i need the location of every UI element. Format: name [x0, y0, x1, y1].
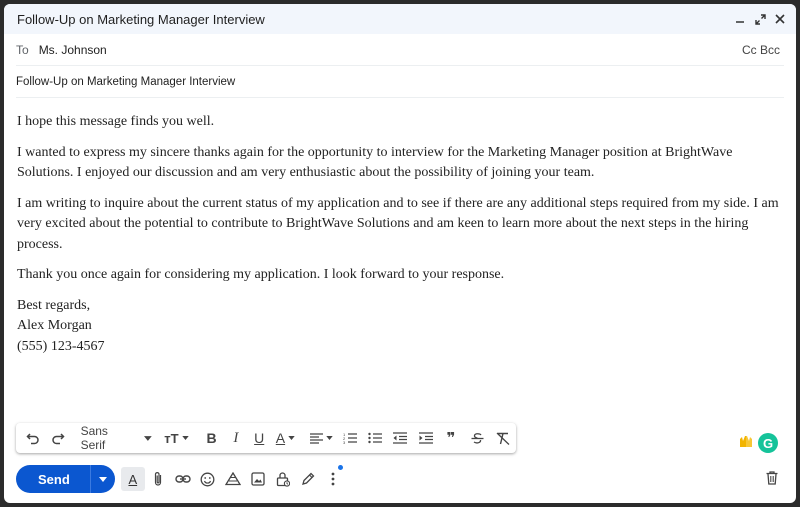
svg-text:1: 1 [342, 432, 345, 437]
to-row[interactable] [16, 34, 784, 66]
bulleted-list-icon[interactable] [362, 423, 387, 453]
subject-field[interactable] [16, 66, 784, 98]
emoji-icon[interactable] [196, 465, 220, 493]
chevron-down-icon [144, 436, 152, 441]
svg-text:3: 3 [342, 440, 345, 444]
signature-pen-icon[interactable] [296, 465, 320, 493]
text-color-icon: A [275, 430, 286, 446]
formatting-options-button[interactable] [121, 467, 145, 491]
schedule-send-dropdown[interactable] [91, 465, 115, 493]
google-drive-icon[interactable] [221, 465, 245, 493]
hands-icon[interactable] [738, 433, 754, 454]
compose-title: Follow-Up on Marketing Manager Interview [17, 11, 265, 27]
undo-icon[interactable] [20, 423, 45, 453]
more-options-icon[interactable] [321, 465, 345, 493]
quote-icon[interactable]: ❞ [446, 430, 456, 447]
confidential-mode-icon[interactable] [271, 465, 295, 493]
compose-window [4, 4, 796, 503]
formatting-toolbar [16, 423, 516, 453]
indent-less-icon[interactable] [388, 423, 413, 453]
body-paragraph: I hope this message finds you well. [17, 114, 215, 129]
chevron-down-icon [326, 436, 333, 440]
to-label: To [16, 42, 29, 57]
chevron-down-icon [182, 436, 189, 440]
underline-button[interactable]: U [254, 430, 265, 446]
signature [17, 296, 787, 358]
body-paragraph: I wanted to express my sincere thanks again for the opportunity to interview for the Marketing Manager position at BrightWave Solutions. I enjoyed our discussion and am very enthusiastic about the possibility of joining your team. [17, 144, 733, 180]
strikethrough-icon[interactable] [464, 423, 491, 453]
notification-dot-icon [338, 465, 343, 470]
chevron-down-icon [288, 436, 295, 440]
text-color-button[interactable] [271, 423, 300, 453]
align-left-icon [310, 433, 323, 444]
italic-button[interactable]: I [233, 429, 239, 446]
indent-more-icon[interactable] [413, 423, 438, 453]
minimize-icon[interactable] [734, 12, 746, 26]
fullscreen-icon[interactable] [754, 12, 766, 26]
bold-button[interactable]: B [206, 430, 217, 446]
font-family-select[interactable] [77, 423, 156, 453]
insert-photo-icon[interactable] [246, 465, 270, 493]
text-size-button[interactable] [160, 423, 193, 453]
cc-bcc-link[interactable]: Cc Bcc [741, 42, 780, 57]
signature-name: Alex Morgan [17, 318, 92, 333]
compose-bottom-toolbar [16, 464, 792, 494]
subject-value: Follow-Up on Marketing Manager Interview [16, 75, 236, 88]
compose-titlebar[interactable] [4, 4, 796, 34]
formatting-options-icon: A [128, 471, 138, 487]
remove-formatting-icon[interactable] [491, 423, 516, 453]
align-button[interactable] [306, 423, 337, 453]
svg-text:2: 2 [342, 436, 345, 441]
recipient-chip[interactable]: Ms. Johnson [38, 42, 107, 57]
chevron-down-icon [99, 477, 107, 482]
grammarly-icon[interactable]: G [758, 433, 778, 453]
insert-link-icon[interactable] [171, 465, 195, 493]
signature-phone: (555) 123-4567 [17, 338, 105, 354]
numbered-list-icon[interactable] [337, 423, 362, 453]
window-controls [734, 4, 786, 34]
send-button[interactable]: Send [16, 465, 91, 493]
text-size-icon: тT [164, 430, 179, 446]
body-paragraph: I am writing to inquire about the current status of my application and to see if there are any additional steps required from my side. I am very excited about the potential to contribute to BrightWave Solutions and am keen to learn more about the next steps in the hiring process. [17, 195, 779, 252]
signature-closing: Best regards, [17, 297, 91, 313]
discard-draft-icon[interactable] [760, 464, 784, 492]
send-button-group [16, 465, 115, 493]
close-icon[interactable] [774, 12, 786, 26]
redo-icon[interactable] [45, 423, 70, 453]
extension-icons [738, 432, 778, 454]
attach-icon[interactable] [146, 465, 170, 493]
body-paragraph: Thank you once again for considering my application. I look forward to your response. [17, 267, 505, 282]
font-family-label: Sans Serif [80, 424, 108, 452]
message-body[interactable] [17, 112, 787, 357]
